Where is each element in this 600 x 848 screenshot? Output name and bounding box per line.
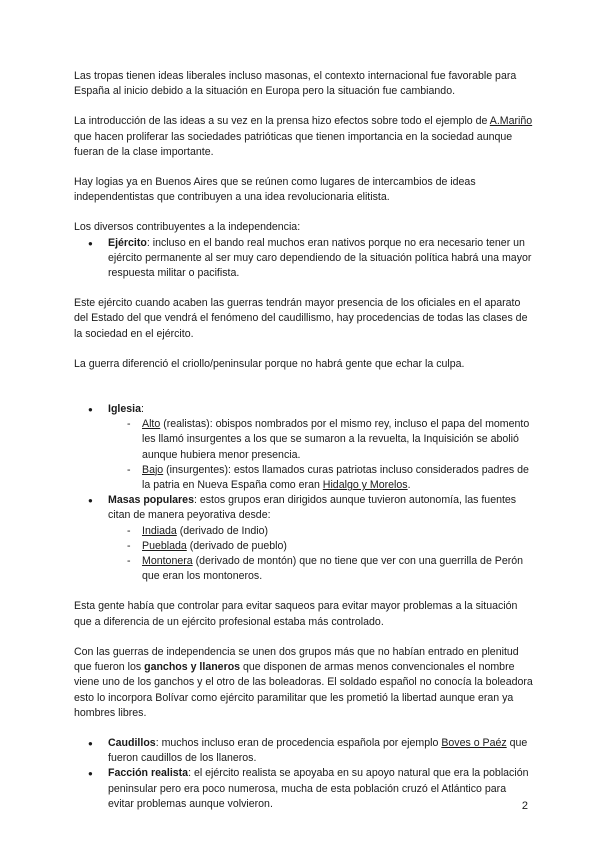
underlined-term: Bajo — [142, 463, 164, 476]
list-item: ● Masas populares: estos grupos eran dirigidos aunque tuvieron autonomía, las fuentes citan de manera peyorativa desde: — [74, 493, 534, 523]
sub-list-item: - Indiada (derivado de Indio) — [74, 524, 534, 539]
underlined-name: A.Mariño — [489, 115, 533, 128]
underlined-term: Montonera — [142, 555, 193, 568]
underlined-term: Alto — [142, 418, 161, 431]
text: que hacen proliferar las sociedades patrióticas que tienen importancia en la sociedad aunque fueran de la clase importante. — [74, 130, 513, 158]
list-item — [74, 236, 534, 282]
bold-term: Masas populares — [108, 494, 194, 507]
list-item: ● Facción realista: el ejército realista se apoyaba en su apoyo natural que era la población peninsular pero era poco numerosa, mucha de esta población cruzó el Atlántico para evitar problemas aunque volvieron. — [74, 766, 534, 812]
bold-term: Ejército — [108, 236, 147, 249]
list-item: ● Caudillos: muchos incluso eran de procedencia española por ejemplo Boves o Paéz que fueron caudillos de los llaneros. — [74, 736, 534, 766]
bold-term: Caudillos — [108, 736, 156, 749]
underlined-name: Boves o Paéz — [441, 736, 507, 749]
paragraph-ganchos-llaneros: Con las guerras de independencia se unen dos grupos más que no habían entrado en plenitud que fueron los ganchos y llaneros que disponen de armas menos convencionales el nombre viene uno de los ganchos y el otro de las boleadoras. El soldado español no conocía la boleadora esto lo incorpora Bolívar como ejército paramilitar que les prometió la libertad aunque eran ya hombres libres. — [74, 645, 533, 719]
sub-list-item: - Montonera (derivado de montón) que no tiene que ver con una guerrilla de Perón que eran los montoneros. — [74, 554, 534, 584]
sub-list-item: - Pueblada (derivado de pueblo) — [74, 539, 534, 554]
paragraph-logias: Hay logias ya en Buenos Aires que se reúnen como lugares de intercambios de ideas independentistas que contribuyen a una idea revolucionaria elitista. — [74, 176, 476, 204]
sub-list-item: - Alto (realistas): obispos nombrados por el mismo rey, incluso el papa del momento les llamó insurgentes a los que se sumaron a la revuelta, la Inquisición se abolió aunque hubiera menor presencia. — [74, 417, 534, 463]
underlined-name: Hidalgo y Morelos — [322, 479, 408, 492]
text: La introducción de las ideas a su vez en la prensa hizo efectos sobre todo el ejemplo de — [74, 115, 490, 128]
paragraph-ejercito-guerras: Este ejército cuando acaben las guerras tendrán mayor presencia de los oficiales en el aparato del Estado del que vendrá el fenómeno del caudillismo, hay procedencias de todas las clases de la sociedad en el ejército. — [74, 297, 528, 340]
paragraph-introduccion — [74, 114, 534, 160]
underlined-term: Pueblada — [142, 539, 187, 552]
bold-term: ganchos y llaneros — [144, 661, 241, 674]
document-body — [74, 69, 534, 812]
paragraph-tropas: Las tropas tienen ideas liberales incluso masonas, el contexto internacional fue favorable para España al inicio debido a la situación en Europa pero la situación fue cambiando. — [74, 70, 517, 98]
bullet-list-iglesia-masas — [74, 402, 534, 584]
sub-list-item: - Bajo (insurgentes): estos llamados curas patriotas incluso considerados padres de la patria en Nueva España como eran Hidalgo y Morelos. — [74, 463, 534, 493]
bullet-list-caudillos — [74, 736, 534, 812]
bold-term: Facción realista — [108, 767, 189, 780]
page-number: 2 — [521, 800, 528, 812]
underlined-term: Indiada — [142, 524, 177, 537]
bold-term: Iglesia — [108, 403, 141, 416]
paragraph-contribuyentes: Los diversos contribuyentes a la independencia: — [74, 221, 301, 234]
bullet-list-ejercito — [74, 236, 534, 282]
paragraph-guerra-criollo: La guerra diferenció el criollo/peninsular porque no habrá gente que echar la culpa. — [74, 357, 465, 370]
paragraph-control: Esta gente había que controlar para evitar saqueos para evitar mayor problemas a la situación que a diferencia de un ejército profesional estaba más controlado. — [74, 600, 518, 628]
list-item: ● Iglesia: — [74, 402, 534, 417]
text: : incluso en el bando real muchos eran nativos porque no era necesario tener un ejército permanente al ser muy caro dependiendo de la situación política habrá una mayor respuesta militar o pacifista. — [108, 236, 532, 280]
